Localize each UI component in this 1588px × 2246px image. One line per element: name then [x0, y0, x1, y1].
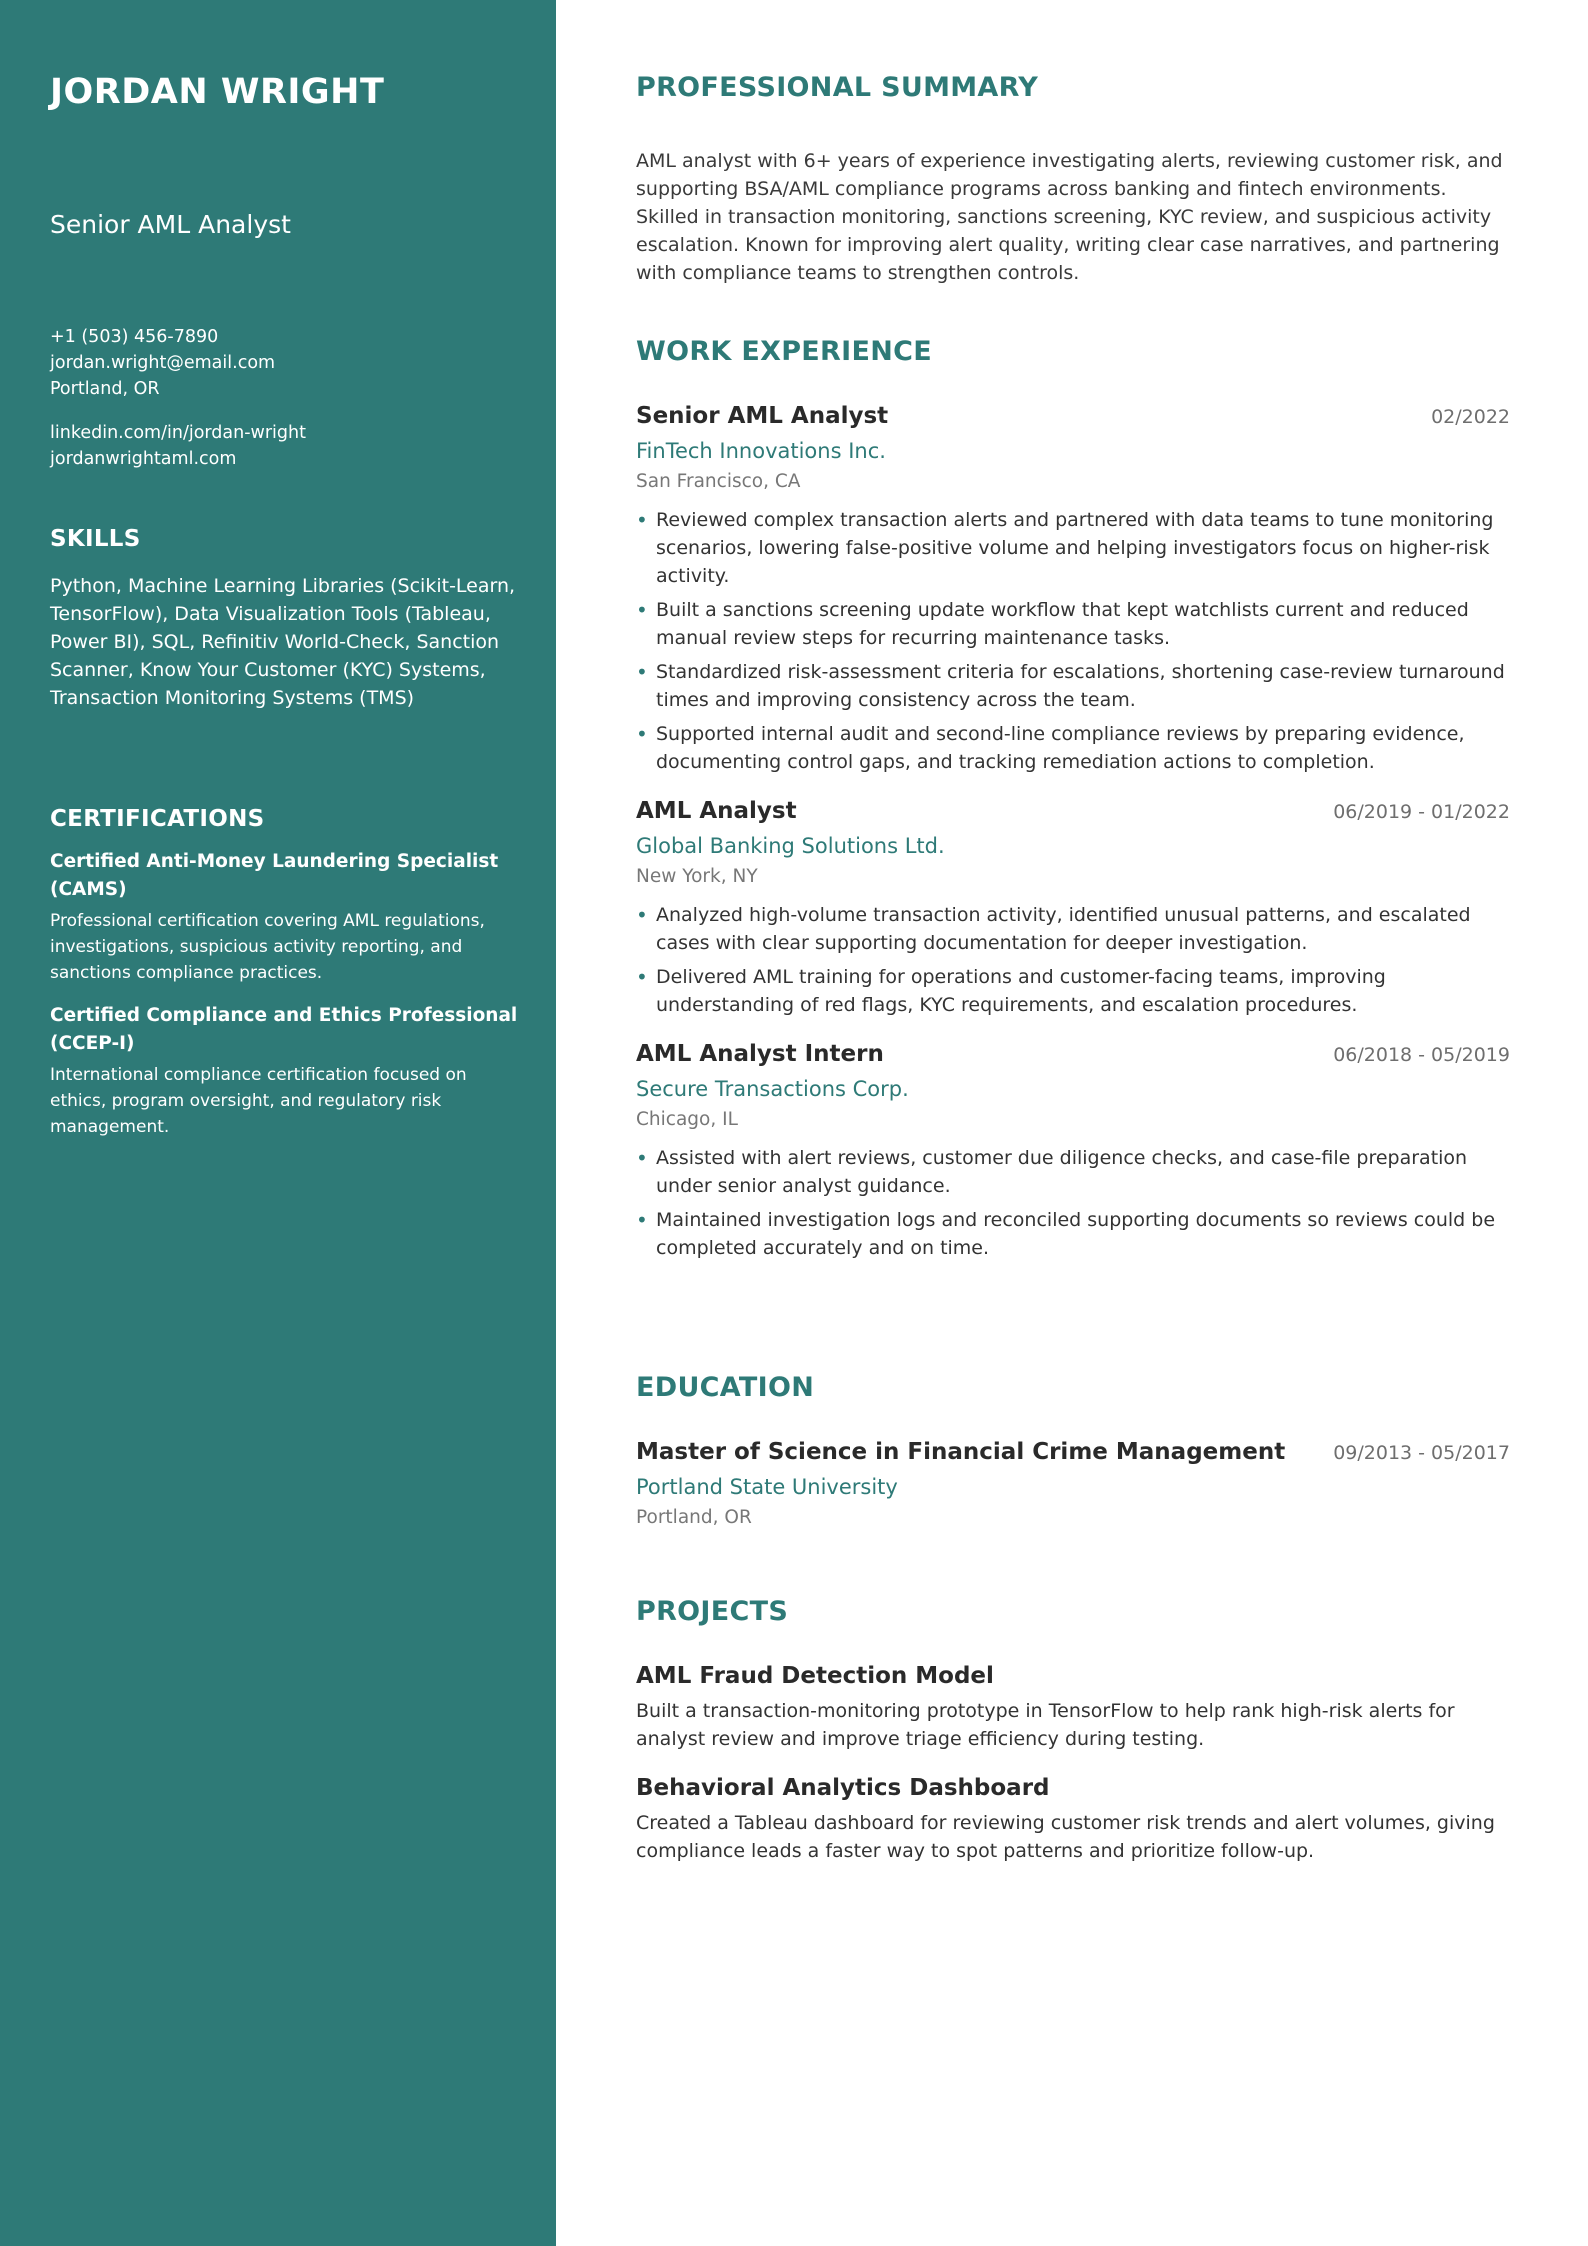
projects-section [636, 1596, 1510, 1865]
profile-links [50, 420, 306, 472]
job-location: Chicago, IL [636, 1109, 738, 1130]
contact-info [50, 324, 275, 402]
project-title: Behavioral Analytics Dashboard [636, 1775, 1050, 1801]
certification-description: Professional certification covering AML regulations, investigations, suspicious activity reporting, and sanctions compliance practices. [50, 911, 485, 983]
bullet-dot-icon: • [636, 1208, 648, 1232]
bullet-text: Built a sanctions screening update workflow that kept watchlists current and reduced manual review steps for recurring maintenance tasks. [656, 599, 1469, 649]
education-heading: EDUCATION [636, 1372, 815, 1403]
job-bullet [636, 1206, 1510, 1262]
project-title: AML Fraud Detection Model [636, 1663, 994, 1689]
job-title: Senior AML Analyst [636, 403, 889, 429]
work-experience-heading: WORK EXPERIENCE [636, 336, 932, 367]
job-dates: 06/2019 - 01/2022 [1333, 801, 1510, 823]
certification-item [50, 1002, 520, 1140]
job-title: AML Analyst [636, 798, 797, 824]
work-experience-section [636, 336, 1510, 1268]
education-section [636, 1372, 1510, 1528]
project-description: Created a Tableau dashboard for reviewing customer risk trends and alert volumes, giving compliance leads a faster way to spot patterns and prioritize follow-up. [636, 1812, 1495, 1862]
school-name: Portland State University [636, 1475, 898, 1499]
project-description: Built a transaction-monitoring prototype in TensorFlow to help rank high-risk alerts for analyst review and improve triage efficiency during testing. [636, 1700, 1455, 1750]
sidebar [0, 0, 556, 2246]
job-dates: 06/2018 - 05/2019 [1333, 1044, 1510, 1066]
skills-text: Python, Machine Learning Libraries (Scikit-Learn, TensorFlow), Data Visualization Tools (Tableau, Power BI), SQL, Refinitiv World-Check, Sanction Scanner, Know Your Customer (KYC) Systems, Transaction Monitoring Systems (TMS) [50, 575, 516, 709]
certifications-heading: CERTIFICATIONS [50, 806, 265, 832]
bullet-dot-icon: • [636, 598, 648, 622]
summary-heading: PROFESSIONAL SUMMARY [636, 72, 1039, 103]
job-entry [636, 403, 1510, 776]
job-company: FinTech Innovations Inc. [636, 439, 886, 463]
certifications-section [50, 806, 520, 1140]
job-bullet [636, 506, 1510, 590]
summary-text: AML analyst with 6+ years of experience investigating alerts, reviewing customer risk, and supporting BSA/AML compliance programs across banking and fintech environments. Skilled in transaction monitoring, sanctions screening, KYC review, and suspicious activity escalation. Known for improving alert quality, writing clear case narratives, and partnering with compliance teams to strengthen controls. [636, 150, 1503, 284]
project-entry [636, 1775, 1510, 1865]
skills-section [50, 526, 520, 712]
job-location: San Francisco, CA [636, 471, 801, 492]
bullet-dot-icon: • [636, 1146, 648, 1170]
bullet-text: Assisted with alert reviews, customer due diligence checks, and case-file preparation under senior analyst guidance. [656, 1147, 1468, 1197]
bullet-text: Reviewed complex transaction alerts and partnered with data teams to tune monitoring scenarios, lowering false-positive volume and helping investigators focus on higher-risk activity. [656, 509, 1494, 587]
job-entry [636, 1041, 1510, 1262]
linkedin-link[interactable]: linkedin.com/in/jordan-wright [50, 423, 306, 443]
school-location: Portland, OR [636, 1507, 752, 1528]
job-bullet [636, 658, 1510, 714]
job-bullets [636, 506, 1510, 776]
summary-section [636, 72, 1510, 287]
job-bullet [636, 1144, 1510, 1200]
bullet-dot-icon: • [636, 965, 648, 989]
job-bullets [636, 901, 1510, 1019]
job-entry [636, 798, 1510, 1019]
email-text: jordan.wright@email.com [50, 353, 276, 373]
job-bullet [636, 720, 1510, 776]
certification-name: Certified Compliance and Ethics Professional (CCEP-I) [50, 1005, 518, 1054]
job-bullet [636, 596, 1510, 652]
bullet-dot-icon: • [636, 508, 648, 532]
skills-heading: SKILLS [50, 526, 141, 552]
certification-name: Certified Anti-Money Laundering Specialist (CAMS) [50, 851, 499, 900]
bullet-text: Maintained investigation logs and reconciled supporting documents so reviews could be completed accurately and on time. [656, 1209, 1496, 1259]
candidate-headline: Senior AML Analyst [50, 210, 291, 239]
job-bullet [636, 963, 1510, 1019]
degree-title: Master of Science in Financial Crime Management [636, 1439, 1286, 1465]
phone-text: +1 (503) 456-7890 [50, 327, 219, 347]
project-entry [636, 1663, 1510, 1753]
bullet-text: Analyzed high-volume transaction activity, identified unusual patterns, and escalated cases with clear supporting documentation for deeper investigation. [656, 904, 1471, 954]
location-text: Portland, OR [50, 379, 160, 399]
bullet-text: Supported internal audit and second-line compliance reviews by preparing evidence, documenting control gaps, and tracking remediation actions to completion. [656, 723, 1465, 773]
bullet-dot-icon: • [636, 722, 648, 746]
job-title: AML Analyst Intern [636, 1041, 884, 1067]
candidate-name: JORDAN WRIGHT [50, 72, 385, 112]
bullet-text: Standardized risk-assessment criteria for escalations, shortening case-review turnaround times and improving consistency across the team. [656, 661, 1505, 711]
bullet-dot-icon: • [636, 903, 648, 927]
job-location: New York, NY [636, 866, 758, 887]
website-link[interactable]: jordanwrightaml.com [50, 449, 237, 469]
job-company: Secure Transactions Corp. [636, 1077, 909, 1101]
job-company: Global Banking Solutions Ltd. [636, 834, 945, 858]
education-entry [636, 1439, 1510, 1528]
certification-item [50, 848, 520, 986]
bullet-dot-icon: • [636, 660, 648, 684]
bullet-text: Delivered AML training for operations and customer-facing teams, improving understanding of red flags, KYC requirements, and escalation procedures. [656, 966, 1386, 1016]
job-bullet [636, 901, 1510, 957]
certification-description: International compliance certification focused on ethics, program oversight, and regulatory risk management. [50, 1065, 467, 1137]
projects-heading: PROJECTS [636, 1596, 789, 1627]
job-bullets [636, 1144, 1510, 1262]
education-dates: 09/2013 - 05/2017 [1333, 1442, 1510, 1464]
job-dates: 02/2022 [1431, 406, 1510, 428]
